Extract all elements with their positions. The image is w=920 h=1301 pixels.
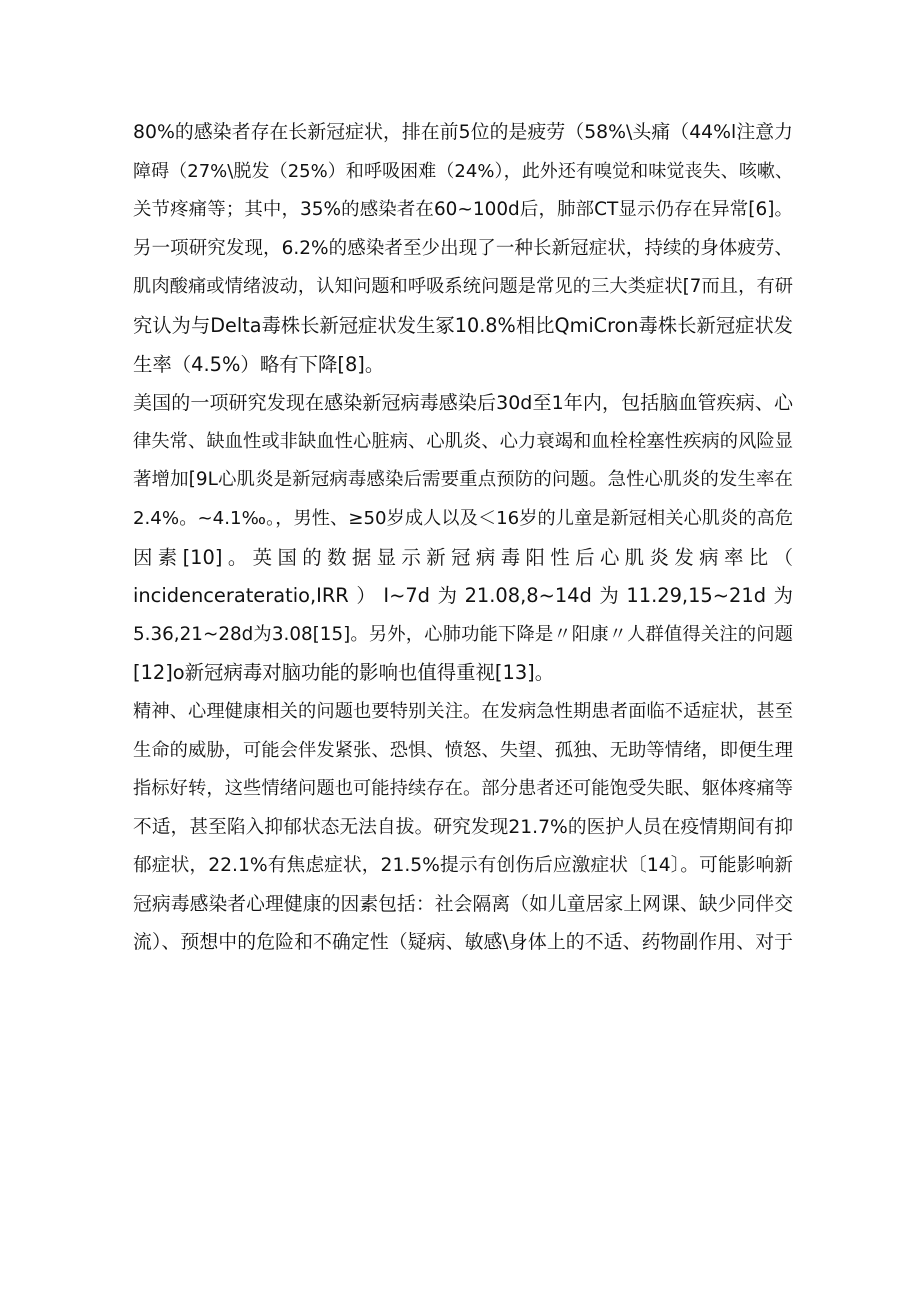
text-line: 关节疼痛等；其中，35%的感染者在60~100d后，肺部CT显示仍存在异常[6]。 [133, 199, 793, 221]
text-line: 生命的威胁，可能会伴发紧张、恐惧、愤怒、失望、孤独、无助等情绪，即便生理 [133, 739, 793, 761]
text-line: 究认为与Delta毒株长新冠症状发生冢10.8%相比QmiCron毒株长新冠症状发 [133, 313, 793, 337]
text-line: 80%的感染者存在长新冠症状，排在前5位的是疲劳（58%\头痛（44%l注意力 [133, 122, 793, 143]
text-line: 美国的一项研究发现在感染新冠病毒感染后30d至1年内，包括脑血管疾病、心 [133, 392, 793, 415]
text-line: 指标好转，这些情绪问题也可能持续存在。部分患者还可能饱受失眠、躯体疼痛等 [133, 778, 793, 800]
text-line: 精神、心理健康相关的问题也要特别关注。在发病急性期患者面临不适症状，甚至 [133, 700, 793, 722]
paragraph-1 [133, 114, 793, 384]
body-text [133, 114, 793, 963]
text-line: 另一项研究发现，6.2%的感染者至少出现了一种长新冠症状，持续的身体疲劳、 [133, 237, 793, 259]
text-line: 2.4%。~4.1‰。，男性、≥50岁成人以及＜16岁的儿童是新冠相关心肌炎的高危 [133, 507, 793, 529]
text-line: 肌肉酸痛或情绪波动，认知问题和呼吸系统问题是常见的三大类症状[7而且，有研 [133, 276, 793, 298]
text-line: 5.36,21~28d为3.08[15]。另外，心肺功能下降是〃阳康〃人群值得关注的问题 [133, 623, 793, 645]
text-line: 律失常、缺血性或非缺血性心脏病、心肌炎、心力衰竭和血栓栓塞性疾病的风险显 [133, 430, 793, 452]
text-line: 障碍（27%\脱发（25%）和呼吸困难（24%），此外还有嗅觉和味觉丧失、咳嗽、 [133, 160, 793, 182]
text-line: 不适，甚至陷入抑郁状态无法自拔。研究发现21.7%的医护人员在疫情期间有抑 [133, 816, 793, 838]
text-line: [12]o新冠病毒对脑功能的影响也值得重视[13]。 [133, 661, 555, 685]
text-line: 生率（4.5%）略有下降[8]。 [133, 352, 385, 376]
text-line: 因素[10]。英国的数据显示新冠病毒阳性后心肌炎发病率比（ [133, 545, 793, 569]
text-line: 郁症状，22.1%有焦虑症状，21.5%提示有创伤后应激症状〔14〕。可能影响新 [133, 855, 793, 877]
text-line: incidencerateratio,IRR）I~7d为21.08,8~14d为11.29,15~21d为 [133, 584, 793, 608]
text-line: 著增加[9L心肌炎是新冠病毒感染后需要重点预防的问题。急性心肌炎的发生率在 [133, 469, 793, 491]
text-line: 流）、预想中的危险和不确定性（疑病、敏感\身体上的不适、药物副作用、对于 [133, 932, 793, 954]
paragraph-3 [133, 693, 793, 963]
paragraph-2 [133, 384, 793, 693]
text-line: 冠病毒感染者心理健康的因素包括：社会隔离（如儿童居家上网课、缺少同伴交 [133, 893, 793, 915]
